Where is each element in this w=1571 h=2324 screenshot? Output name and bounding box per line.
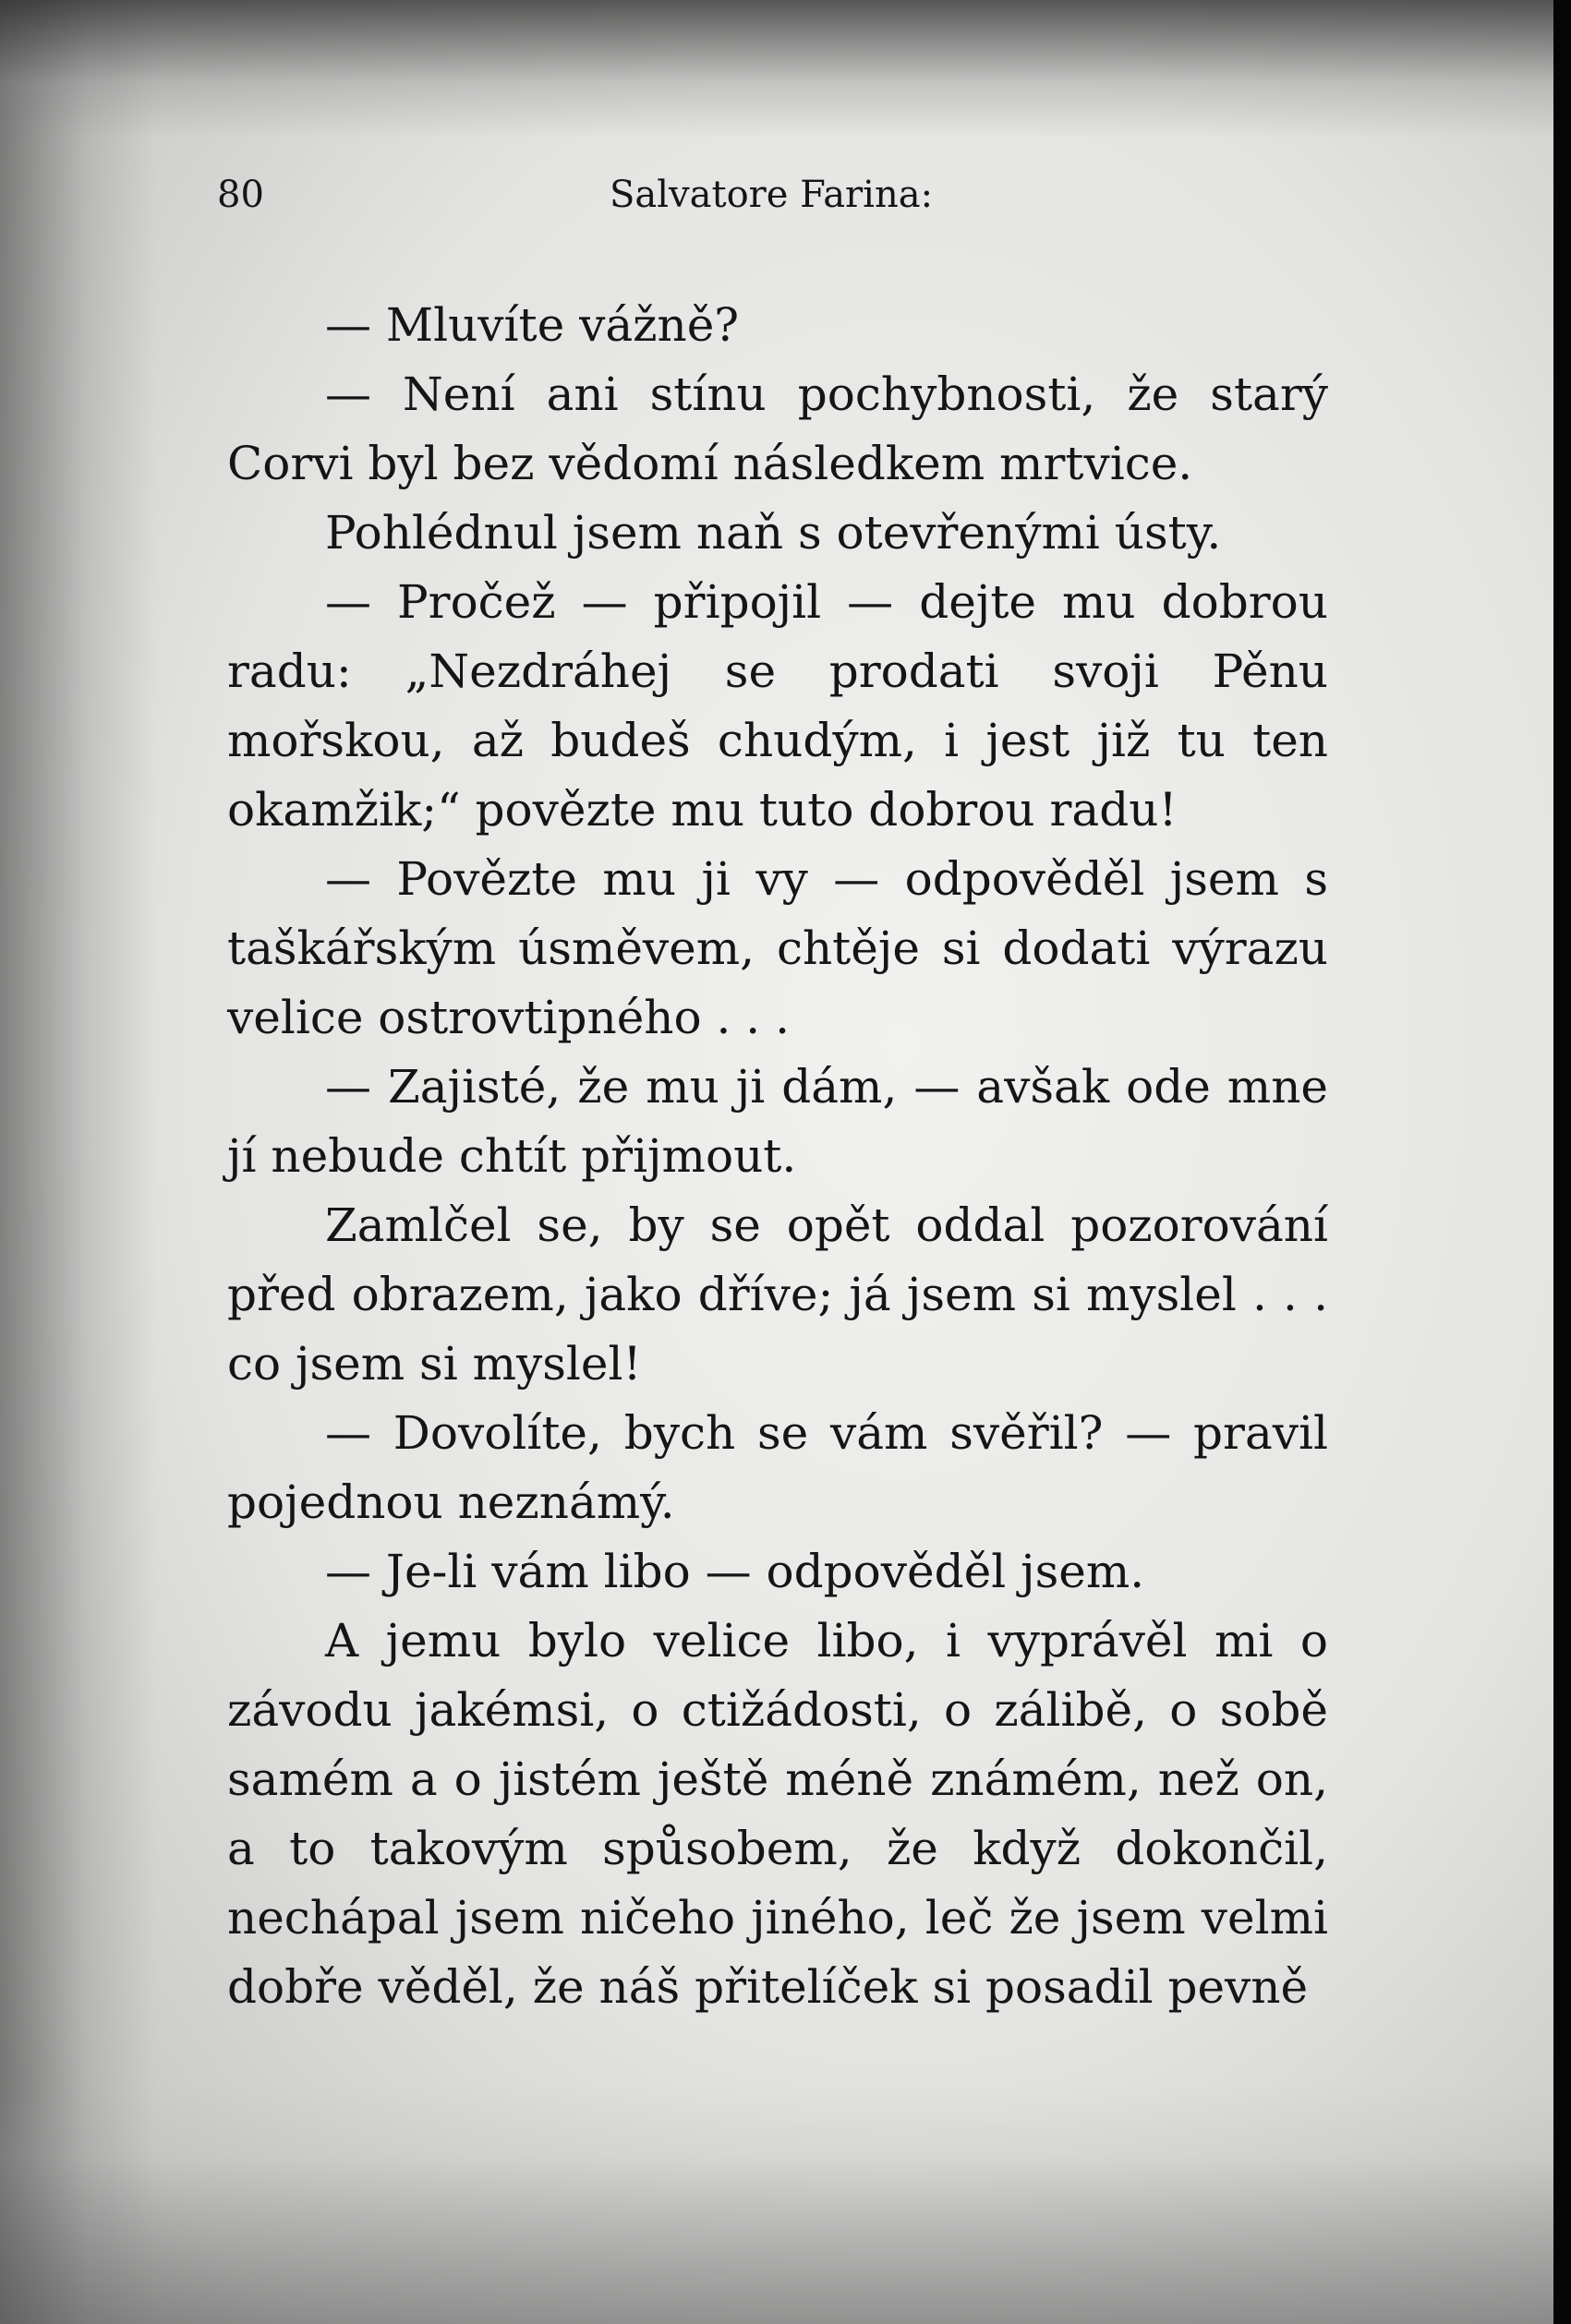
running-title: Salvatore Farina: [610, 174, 934, 216]
paragraph: Pohlédnul jsem naň s otevřenými ústy. [325, 506, 1222, 560]
paragraph: — Dovolíte, bych se vám svěřil? — pravil pojednou neznámý. [227, 1406, 1328, 1529]
page-header [217, 174, 1330, 229]
paragraph: — Zajisté, že mu ji dám, — avšak ode mne jí nebude chtít přijmout. [227, 1060, 1328, 1183]
page-shadow [0, 2084, 1553, 2324]
scan-border [1553, 0, 1571, 2324]
body-text [227, 291, 1328, 2022]
paragraph: — Není ani stínu pochybnosti, že starý Corvi byl bez vědomí následkem mrtvice. [227, 367, 1328, 490]
page-number: 80 [217, 174, 264, 216]
paragraph: Zamlčel se, by se opět oddal pozorování před obrazem, jako dříve; já jsem si myslel . . . co jsem si myslel! [227, 1198, 1328, 1391]
paragraph: — Mluvíte vážně? [325, 298, 740, 352]
paragraph: A jemu bylo velice libo, i vyprávěl mi o závodu jakémsi, o ctižádosti, o zálibě, o sobě samém a o jistém ještě méně známém, než on, a to takovým spůsobem, že když dokončil, nechápal jsem ničeho jiného, leč že jsem velmi dobře věděl, že náš přitelíček si posadil pevně [227, 1614, 1328, 2014]
paragraph: — Je-li vám libo — odpověděl jsem. [325, 1545, 1145, 1598]
paragraph: — Povězte mu ji vy — odpověděl jsem s taškářským úsměvem, chtěje si dodati výrazu velice ostrovtipného . . . [227, 852, 1328, 1044]
paragraph: — Pročež — připojil — dejte mu dobrou radu: „Nezdráhej se prodati svoji Pěnu mořskou, až budeš chudým, i jest již tu ten okamžik;“ povězte mu tuto dobrou radu! [227, 575, 1328, 837]
